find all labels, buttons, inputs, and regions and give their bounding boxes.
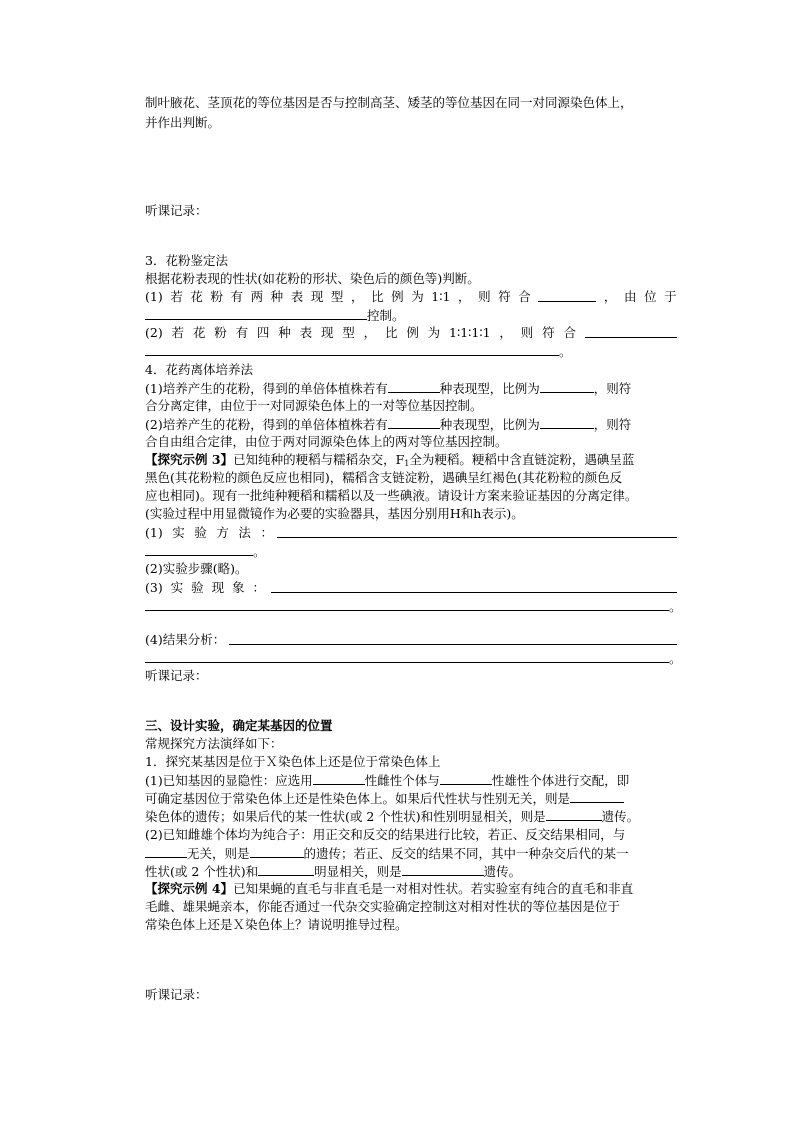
answer-blank[interactable] — [585, 325, 677, 338]
section-3-item-2 — [145, 325, 677, 341]
spaced-char: 象 — [232, 580, 245, 595]
spaced-char: 型 — [330, 289, 344, 304]
section-3-desc: 根据花粉表现的性状(如花粉的形状、染色后的颜色等)判断。 — [145, 271, 480, 286]
spaced-char: 则 — [478, 289, 491, 304]
section-4-item-2: (2)培养产生的花粉，得到的单倍体植株若有 种表现型，比例为 ，则符 — [145, 417, 632, 432]
record-label-1: 听课记录： — [145, 203, 208, 218]
answer-blank[interactable] — [570, 790, 624, 803]
section-3-title: 3．花粉鉴定法 — [145, 253, 228, 268]
part-3-p1-line-2: 可确定基因位于常染色体上还是性染色体上。如果后代性状与性别无关，则是 — [145, 790, 624, 807]
part-3-p2-line-3: 性状(或 2 个性状)和 明显相关，则是 遗传。 — [145, 864, 522, 879]
spaced-char: (1) — [145, 525, 163, 540]
spaced-char: 为 — [411, 289, 424, 304]
spaced-char: 合 — [563, 325, 576, 340]
spaced-char: 验 — [194, 525, 207, 540]
spaced-char: 现 — [211, 580, 225, 595]
section-4-item-1-cont: 合分离定律，由位于一对同源染色体上的一对等位基因控制。 — [145, 398, 483, 413]
spaced-char: 例 — [406, 325, 419, 340]
spaced-char: 型 — [342, 325, 355, 340]
answer-blank[interactable] — [440, 772, 492, 785]
spaced-char: 现 — [310, 289, 324, 304]
spaced-char: (1) — [145, 289, 163, 304]
part-3-intro: 常规探究方法演绎如下： — [145, 736, 283, 751]
spaced-char: ， — [350, 289, 364, 304]
section-3-item-2-cont: 。 — [145, 343, 572, 360]
spaced-char: 1∶1∶1∶1 — [449, 325, 491, 340]
spaced-char: 于 — [664, 289, 677, 304]
spaced-char: 1∶1 — [431, 289, 451, 304]
spaced-char: ： — [252, 580, 265, 595]
spaced-char: 若 — [170, 289, 183, 304]
part-3-p2-line-2: 无关，则是 的遗传；若正、反交的结果不同，其中一种杂交后代的某一 — [145, 845, 629, 862]
spaced-char: 有 — [235, 325, 249, 340]
spaced-char: 有 — [230, 289, 244, 304]
spaced-char: ， — [603, 289, 617, 304]
answer-blank[interactable] — [277, 525, 677, 538]
answer-blank[interactable] — [250, 845, 304, 858]
spaced-char: ， — [458, 289, 471, 304]
spaced-char: 比 — [371, 289, 384, 304]
spaced-char: 实 — [170, 580, 184, 595]
example-4-line-1: 【探究示例 4】已知果蝇的直毛与非直毛是一对相对性状。若实验室有纯合的直毛和非直 — [145, 881, 634, 896]
spaced-char: 种 — [278, 325, 291, 340]
spaced-char: 实 — [172, 525, 185, 540]
section-3-item-1-cont: 控制。 — [145, 307, 405, 324]
spaced-char: 表 — [290, 289, 304, 304]
answer-blank[interactable] — [258, 863, 314, 876]
spaced-char: 比 — [384, 325, 398, 340]
example-3-q1-cont: 。 — [145, 543, 266, 560]
spaced-char: (2) — [145, 325, 163, 340]
spaced-char: (3) — [145, 580, 163, 595]
example-4-label: 【探究示例 4】 — [145, 881, 234, 896]
example-3-q1 — [145, 525, 677, 541]
spaced-char: 则 — [520, 325, 534, 340]
answer-blank[interactable] — [388, 416, 440, 429]
spaced-char: 法 — [238, 525, 251, 540]
answer-blank[interactable] — [145, 650, 669, 663]
spaced-char: ， — [499, 325, 512, 340]
answer-blank[interactable] — [540, 416, 594, 429]
answer-blank[interactable] — [540, 380, 594, 393]
spaced-char: 若 — [171, 325, 185, 340]
part-3-topic-1: 1．探究某基因是位于Ｘ染色体上还是位于常染色体上 — [145, 754, 441, 769]
record-label-3: 听课记录： — [145, 987, 208, 1002]
spaced-char: 符 — [542, 325, 555, 340]
intro-line-1: 制叶腋花、茎顶花的等位基因是否与控制高茎、矮茎的等位基因在同一对同源染色体上， — [145, 95, 633, 110]
spaced-char: 花 — [190, 289, 203, 304]
part-3-heading: 三、设计实验，确定某基因的位置 — [145, 718, 333, 733]
spaced-char: 粉 — [214, 325, 227, 340]
part-3-p1-line-3: 染色体的遗传；如果后代的某一性状(或 2 个性状)和性别明显相关，则是 遗传。 — [145, 809, 640, 824]
answer-blank[interactable] — [538, 289, 596, 302]
answer-blank[interactable] — [145, 598, 669, 611]
answer-blank[interactable] — [388, 380, 440, 393]
spaced-char: 为 — [427, 325, 441, 340]
example-3-line-4: (实验过程中用显微镜作为必要的实验器具，基因分别用H和h表示)。 — [145, 506, 524, 521]
spaced-char: 例 — [391, 289, 404, 304]
example-3-line-1: 【探究示例 3】已知纯种的粳稻与糯稻杂交，$F_1$全为粳稻。粳稻中含直链淀粉，遇碘呈蓝 — [145, 452, 635, 468]
spaced-char: 符 — [498, 289, 511, 304]
answer-blank[interactable] — [145, 543, 253, 556]
answer-blank[interactable] — [402, 863, 484, 876]
spaced-char: 现 — [320, 325, 334, 340]
example-3-q3 — [145, 580, 677, 596]
intro-line-2: 并作出判断。 — [145, 115, 221, 130]
section-4-item-1: (1)培养产生的花粉，得到的单倍体植株若有 种表现型，比例为 ，则符 — [145, 381, 632, 396]
answer-blank[interactable] — [229, 632, 677, 645]
example-4-line-3: 常染色体上还是Ｘ染色体上？请说明推导过程。 — [145, 917, 408, 932]
example-3-q2: (2)实验步骤(略)。 — [145, 561, 248, 576]
section-4-title: 4．花药离体培养法 — [145, 362, 253, 377]
example-3-label: 【探究示例 3】 — [145, 452, 234, 467]
answer-blank[interactable] — [271, 580, 677, 593]
spaced-char: ： — [260, 525, 273, 540]
part-3-p2-line-1: (2)已知雌雄个体均为纯合子：用正交和反交的结果进行比较，若正、反交结果相同，与 — [145, 827, 626, 842]
answer-blank[interactable] — [145, 307, 367, 320]
example-4-line-2: 毛雌、雄果蝇亲本，你能否通过一代杂交实验确定控制这对相对性状的等位基因是位于 — [145, 899, 621, 914]
section-4-item-2-cont: 合自由组合定律，由位于两对同源染色体上的两对等位基因控制。 — [145, 434, 508, 449]
answer-blank[interactable] — [313, 772, 365, 785]
part-3-p1-line-1: (1)已知基因的显隐性：应选用 性雌性个体与 性雄性个体进行交配，即 — [145, 773, 630, 788]
spaced-char: 验 — [191, 580, 204, 595]
spaced-char: 花 — [192, 325, 206, 340]
spaced-char: ， — [363, 325, 377, 340]
section-3-item-1 — [145, 289, 677, 305]
spaced-char: 粉 — [210, 289, 223, 304]
answer-blank[interactable] — [145, 845, 187, 858]
record-label-2: 听课记录： — [145, 668, 208, 683]
answer-blank[interactable] — [145, 343, 559, 356]
spaced-char: 种 — [270, 289, 284, 304]
answer-blank[interactable] — [546, 808, 602, 821]
example-3-q4-cont: 。 — [145, 650, 682, 667]
example-3-line-3: 应也相同)。现有一批纯种粳稻和糯稻以及一些碘液。请设计方案来验证基因的分离定律。 — [145, 488, 638, 503]
spaced-char: 四 — [256, 325, 270, 340]
spaced-char: 合 — [518, 289, 531, 304]
example-3-q3-cont: 。 — [145, 598, 682, 615]
spaced-char: 方 — [216, 525, 229, 540]
example-3-line-2: 黑色(其花粉粒的颜色反应也相同)，糯稻含支链淀粉，遇碘呈红褐色(其花粉粒的颜色反 — [145, 470, 623, 485]
spaced-char: 位 — [644, 289, 657, 304]
spaced-char: 两 — [250, 289, 264, 304]
spaced-char: 由 — [623, 289, 637, 304]
spaced-char: 表 — [299, 325, 313, 340]
example-3-q4: (4)结果分析： — [145, 632, 677, 648]
